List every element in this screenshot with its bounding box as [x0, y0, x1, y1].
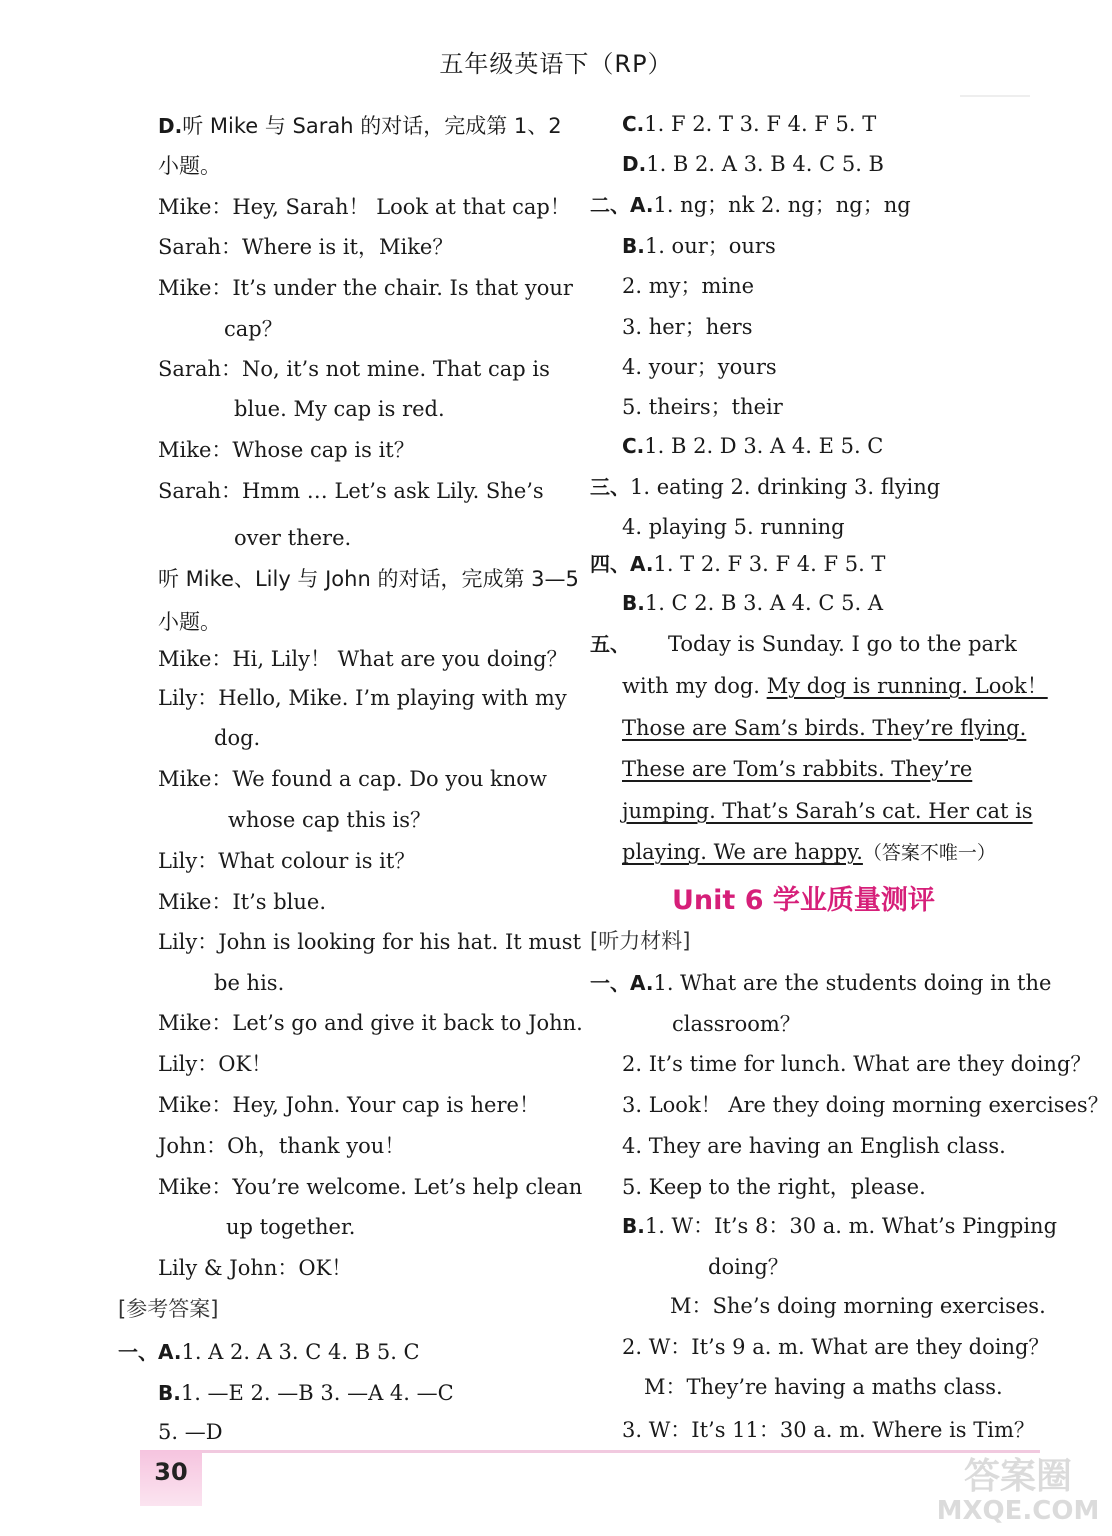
answer-line: 5. —D — [158, 1420, 223, 1444]
section-intro: 听 Mike、Lily 与 John 的对话，完成第 3—5 — [158, 567, 579, 591]
answer-line: 4. your；yours — [622, 355, 777, 379]
listening-line: B.1. W：It’s 8：30 a. m. What’s Pingping — [622, 1214, 1058, 1238]
dialogue-line: Mike：We found a cap. Do you know — [158, 767, 547, 791]
dialogue-line: Sarah：No, it’s not mine. That cap is — [158, 357, 550, 381]
section-d-intro: D.听 Mike 与 Sarah 的对话，完成第 1、2 — [158, 114, 562, 138]
essay-line: jumping. That’s Sarah’s cat. Her cat is — [622, 799, 1033, 823]
listening-line: 4. They are having an English class. — [622, 1134, 1006, 1158]
unit-title: Unit 6 学业质量测评 — [672, 885, 935, 916]
dialogue-line: Lily：What colour is it？ — [158, 849, 416, 873]
answer-line: D.1. B 2. A 3. B 4. C 5. B — [622, 152, 884, 176]
dialogue-line: over there. — [234, 526, 352, 550]
dialogue-line: Sarah：Where is it，Mike？ — [158, 235, 454, 259]
answer-line: B.1. our；ours — [622, 234, 776, 258]
page-header: 五年级英语下（RP） — [439, 50, 673, 78]
dialogue-line: cap？ — [224, 317, 283, 341]
dialogue-line: John：Oh，thank you！ — [158, 1134, 406, 1158]
dialogue-line: Mike：You’re welcome. Let’s help clean — [158, 1175, 583, 1199]
listening-line: classroom？ — [672, 1012, 801, 1036]
dialogue-line: Mike：Hey, Sarah！ Look at that cap！ — [158, 195, 571, 219]
dialogue-line: Mike：Hey, John. Your cap is here！ — [158, 1093, 540, 1117]
essay-line: These are Tom’s rabbits. They’re — [622, 757, 973, 781]
dialogue-line: whose cap this is？ — [228, 808, 432, 832]
essay-line: Those are Sam’s birds. They’re flying. — [622, 716, 1027, 740]
answer-line: 三、1. eating 2. drinking 3. flying — [590, 475, 941, 499]
text-line: 小题。 — [158, 154, 221, 178]
dialogue-line: Mike：It’s under the chair. Is that your — [158, 276, 573, 300]
listening-heading: [听力材料] — [590, 929, 691, 953]
listening-line: 2. W：It’s 9 a. m. What are they doing？ — [622, 1335, 1050, 1359]
footer-rule — [200, 1450, 1040, 1453]
page-number: 30 — [154, 1458, 188, 1486]
header-rule — [960, 95, 1030, 97]
dialogue-line: Lily：Hello, Mike. I’m playing with my — [158, 686, 567, 710]
watermark-logo — [930, 1448, 1106, 1532]
dialogue-line: Sarah：Hmm … Let’s ask Lily. She’s — [158, 479, 544, 503]
dialogue-line: Mike：It’s blue. — [158, 890, 327, 914]
dialogue-line: dog. — [214, 726, 261, 750]
listening-line: M：She’s doing morning exercises. — [670, 1294, 1046, 1318]
dialogue-line: Lily：OK！ — [158, 1052, 273, 1076]
dialogue-line: Lily & John：OK！ — [158, 1256, 353, 1280]
dialogue-line: blue. My cap is red. — [234, 397, 445, 421]
dialogue-line: Mike：Hi, Lily！ What are you doing？ — [158, 647, 568, 671]
listening-line: M：They’re having a maths class. — [644, 1375, 1003, 1399]
answer-key-heading: [参考答案] — [118, 1297, 219, 1321]
watermark-url: MXQE.COM — [936, 1496, 1100, 1526]
listening-line: 一、A.1. What are the students doing in the — [590, 971, 1052, 995]
essay-line: 五、 Today is Sunday. I go to the park — [590, 632, 1017, 656]
answer-line: 5. theirs；their — [622, 395, 783, 419]
dialogue-line: be his. — [214, 971, 285, 995]
listening-line: 3. Look！ Are they doing morning exercises？ — [622, 1093, 1109, 1117]
answer-line: C.1. B 2. D 3. A 4. E 5. C — [622, 434, 884, 458]
listening-line: 2. It’s time for lunch. What are they doing？ — [622, 1052, 1092, 1076]
answer-line: B.1. C 2. B 3. A 4. C 5. A — [622, 591, 884, 615]
answer-line: 二、A.1. ng；nk 2. ng；ng；ng — [590, 193, 911, 217]
dialogue-line: Mike：Let’s go and give it back to John. — [158, 1011, 583, 1035]
answer-line: 3. her；hers — [622, 315, 753, 339]
answer-line: 四、A.1. T 2. F 3. F 4. F 5. T — [590, 552, 886, 576]
answer-line: 2. my；mine — [622, 274, 755, 298]
listening-line: doing？ — [708, 1255, 789, 1279]
listening-line: 5. Keep to the right，please. — [622, 1175, 926, 1199]
essay-line: with my dog. My dog is running. Look！ — [622, 674, 1048, 698]
text-line: 小题。 — [158, 610, 221, 634]
watermark-text: 答案圈 — [963, 1456, 1072, 1497]
dialogue-line: Mike：Whose cap is it？ — [158, 438, 415, 462]
dialogue-line: up together. — [226, 1215, 356, 1239]
answer-line: 4. playing 5. running — [622, 515, 845, 539]
dialogue-line: Lily：John is looking for his hat. It must — [158, 930, 582, 954]
answer-line: C.1. F 2. T 3. F 4. F 5. T — [622, 112, 877, 136]
answer-line: 一、A.1. A 2. A 3. C 4. B 5. C — [118, 1340, 420, 1364]
answer-line: B.1. —E 2. —B 3. —A 4. —C — [158, 1381, 454, 1405]
listening-line: 3. W：It’s 11：30 a. m. Where is Tim？ — [622, 1418, 1035, 1442]
essay-line: playing. We are happy.（答案不唯一） — [622, 840, 996, 864]
